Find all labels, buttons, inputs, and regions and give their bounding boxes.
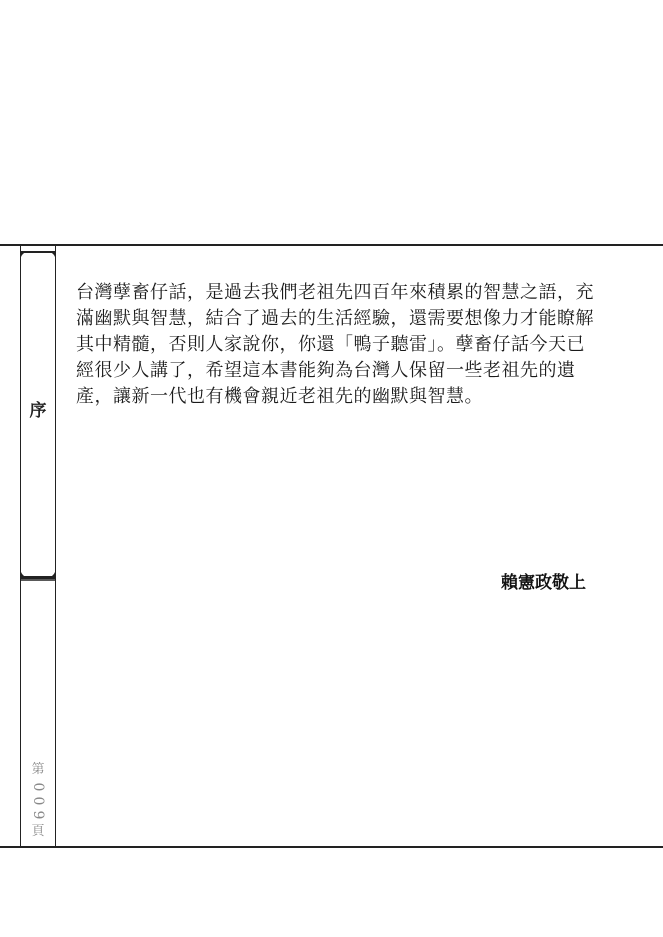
page-digit: 9 [30,810,46,820]
bottom-rule [0,846,663,848]
page-number-digits [20,780,56,822]
page-number [20,762,56,840]
page-number-suffix: 頁 [31,824,45,839]
page-digit: 0 [30,796,46,806]
top-bracket-ornament [20,250,56,264]
author-signature: 賴憲政敬上 [501,573,586,593]
top-rule [0,244,663,246]
left-margin-rail [20,244,56,846]
middle-bracket-ornament-lower [20,578,56,592]
page-digit: 0 [30,782,46,792]
page-number-prefix: 第 [31,762,45,777]
preface-paragraph: 台灣孽畜仔話，是過去我們老祖先四百年來積累的智慧之語，充滿幽默與智慧，結合了過去的生活經驗，還需要想像力才能瞭解其中精髓，否則人家說你，你還「鴨子聽雷」。孽畜仔話今天已經很少人講了，希望這本書能夠為台灣人保留一些老祖先的遺產，讓新一代也有機會親近老祖先的幽默與智慧。 [76,282,594,407]
section-label: 序 [29,401,47,421]
